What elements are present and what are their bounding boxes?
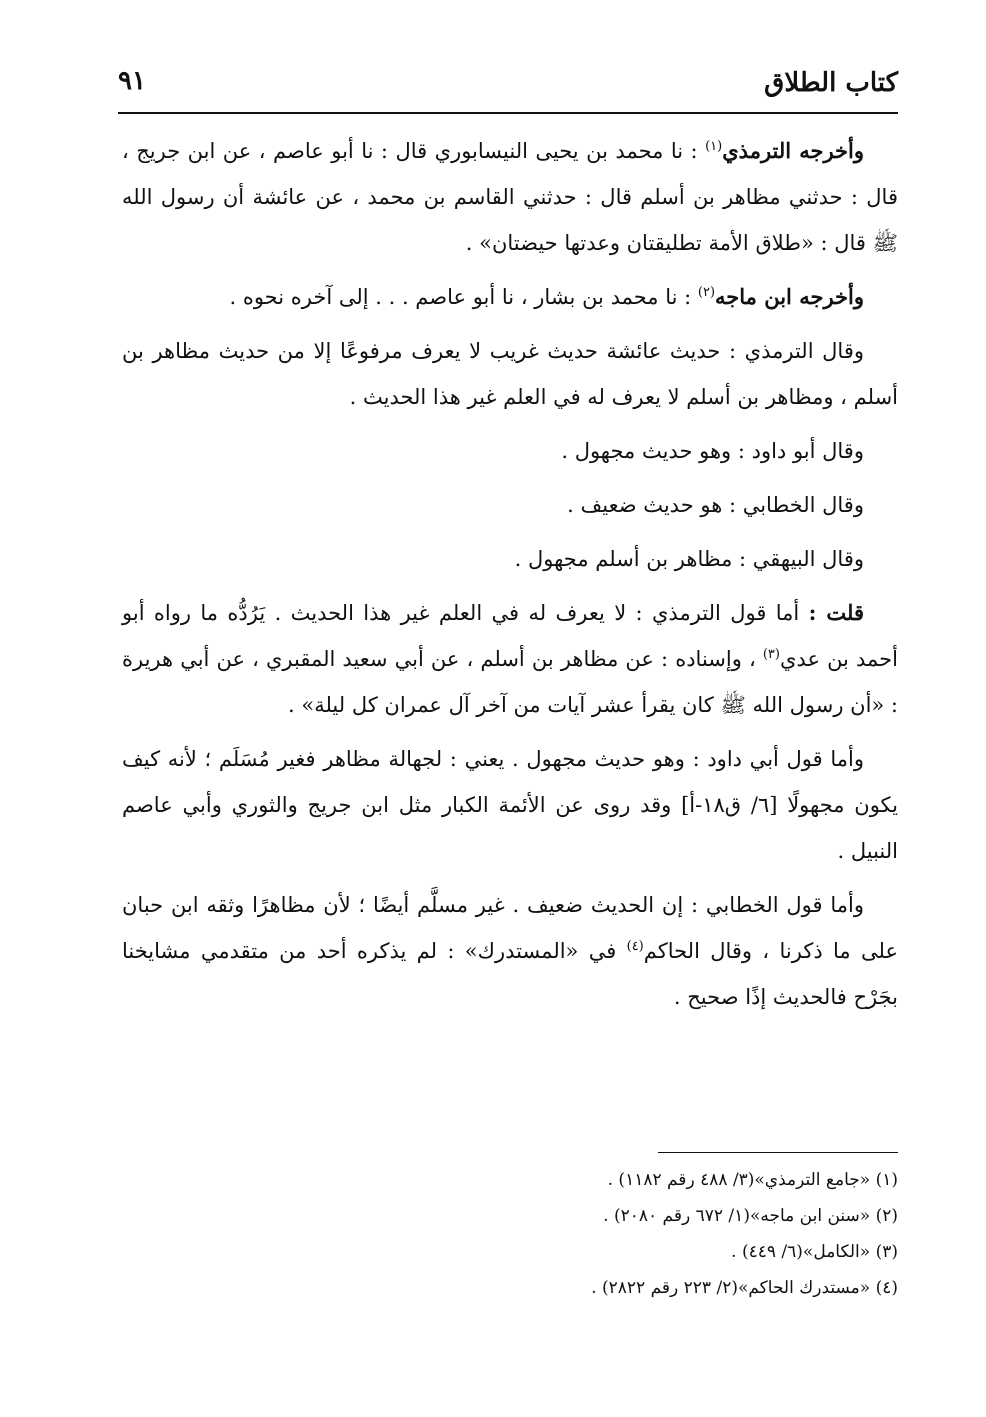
paragraph <box>122 128 898 266</box>
paragraph-lead: وأخرجه ابن ماجه <box>715 284 864 309</box>
paragraph-text: وقال البيهقي : مظاهر بن أسلم مجهول . <box>514 547 864 571</box>
footnote: (٢) «سنن ابن ماجه»(١/ ٦٧٢ رقم ٢٠٨٠) . <box>603 1206 898 1226</box>
paragraph <box>122 482 898 528</box>
running-title: كتاب الطلاق <box>764 68 898 98</box>
paragraph-text: : نا محمد بن بشار ، نا أبو عاصم . . . إلى آخره نحوه . <box>229 285 698 309</box>
page-number: ٩١ <box>118 66 146 96</box>
paragraph-text: وقال الخطابي : هو حديث ضعيف . <box>567 493 864 517</box>
paragraph-text: ، وإسناده : عن مظاهر بن أسلم ، عن أبي سعيد المقبري ، عن أبي هريرة : «أن رسول الله ﷺ كان يقرأ عشر آيات من آخر آل عمران كل ليلة» . <box>122 647 898 717</box>
footnote: (١) «جامع الترمذي»(٣/ ٤٨٨ رقم ١١٨٢) . <box>607 1170 898 1190</box>
paragraph-lead: وأخرجه الترمذي <box>722 138 864 163</box>
footnote-ref: (٢) <box>697 285 716 300</box>
footnote: (٤) «مستدرك الحاكم»(٢/ ٢٢٣ رقم ٢٨٢٢) . <box>591 1278 898 1298</box>
paragraph-text: وقال أبو داود : وهو حديث مجهول . <box>561 439 864 463</box>
paragraph <box>122 536 898 582</box>
paragraph <box>122 736 898 874</box>
paragraph-text: في «المستدرك» : لم يذكره أحد من متقدمي مشايخنا بجَرْح فالحديث إذًا صحيح . <box>122 939 898 1009</box>
paragraph <box>122 328 898 420</box>
footnotes <box>300 1162 898 1306</box>
footnote-ref: (١) <box>705 139 723 154</box>
page-header <box>118 62 898 110</box>
footnote-rule <box>658 1152 898 1153</box>
footnote-ref: (٤) <box>626 939 644 954</box>
paragraph-text: وأما قول أبي داود : وهو حديث مجهول . يعني : لجهالة مظاهر فغير مُسَلَم ؛ لأنه كيف يكون مجهولًا [٦/ ق١٨-أ] وقد روى عن الأئمة الكبار مثل ابن جريج والثوري وأبي عاصم النبيل . <box>122 747 898 863</box>
paragraph-text: : نا محمد بن يحيى النيسابوري قال : نا أبو عاصم ، عن ابن جريج ، قال : حدثني مظاهر بن أسلم قال : حدثني القاسم بن محمد ، عن عائشة أن رسول الله ﷺ قال : «طلاق الأمة تطليقتان وعدتها حيضتان» . <box>122 139 898 255</box>
main-text <box>122 128 898 1028</box>
paragraph-lead: قلت : <box>808 600 864 625</box>
paragraph-text: وأما قول الخطابي : إن الحديث ضعيف . غير مسلَّم أيضًا ؛ لأن مظاهرًا وثقه ابن حبان على ما ذكرنا ، وقال الحاكم <box>122 893 898 963</box>
paragraph <box>122 590 898 728</box>
header-rule <box>118 112 898 114</box>
paragraph <box>122 882 898 1020</box>
footnote-ref: (٣) <box>762 647 780 662</box>
paragraph <box>122 274 898 320</box>
paragraph-text: وقال الترمذي : حديث عائشة حديث غريب لا يعرف مرفوعًا إلا من حديث مظاهر بن أسلم ، ومظاهر بن أسلم لا يعرف له في العلم غير هذا الحديث . <box>122 339 898 409</box>
paragraph <box>122 428 898 474</box>
paragraph-text: أما قول الترمذي : لا يعرف له في العلم غير هذا الحديث . يَرُدُّه ما رواه أبو أحمد بن عدي <box>122 601 898 671</box>
footnote: (٣) «الكامل»(٦/ ٤٤٩) . <box>731 1242 898 1262</box>
